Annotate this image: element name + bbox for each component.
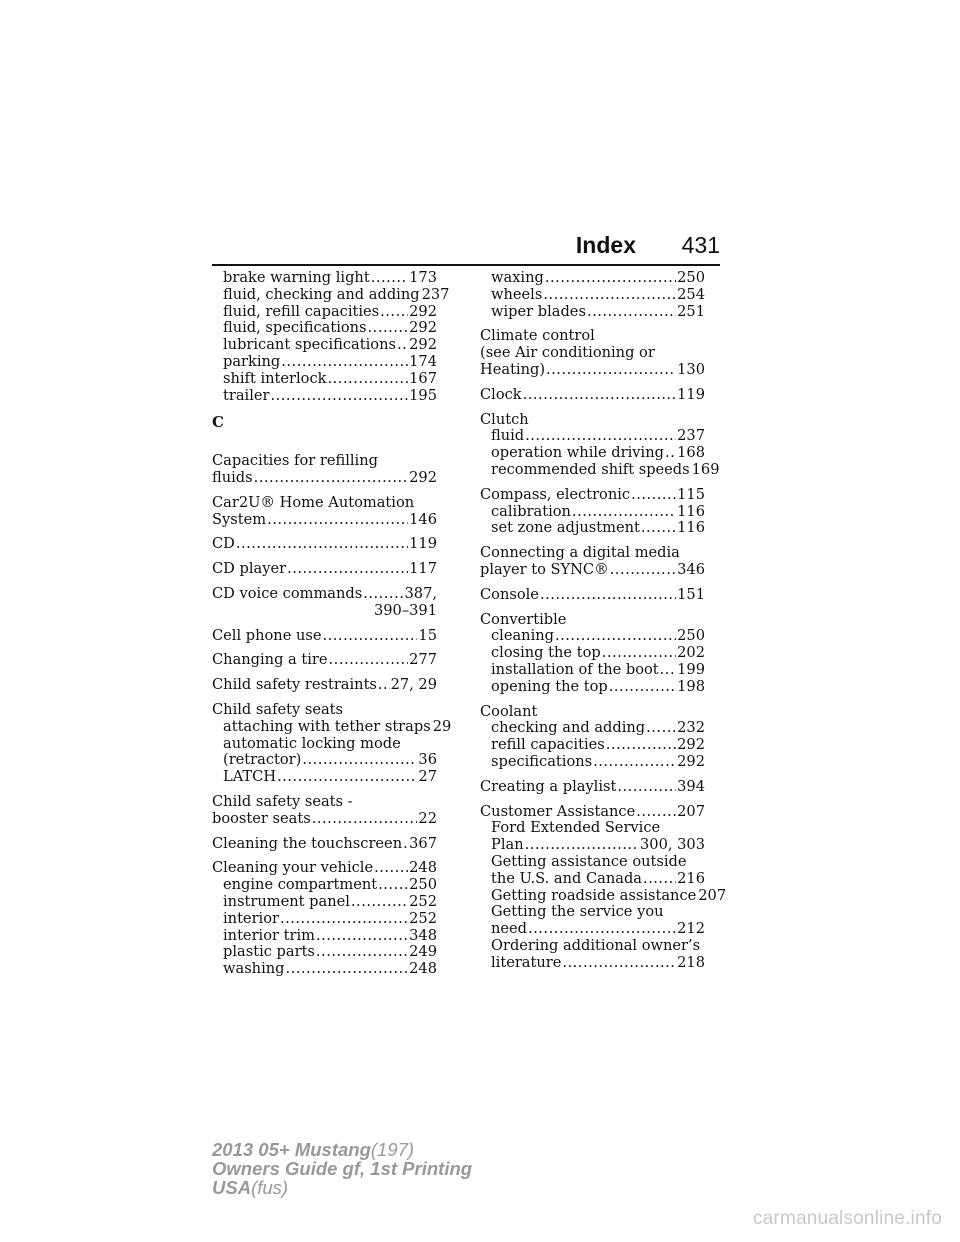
page-reference: 36 [418,751,437,769]
index-line [212,911,437,928]
index-term: interior [223,909,279,927]
index-line [212,752,437,769]
index-term-line: Child safety seats - [212,792,353,810]
page-reference: 119 [677,385,705,403]
page-reference: 237 [677,427,705,445]
index-subentry [212,285,450,304]
page-reference: 277 [409,651,437,669]
index-entry-customer-assistance [480,802,727,972]
index-term: Creating a playlist [480,777,617,795]
index-term: LATCH [223,768,277,786]
dot-leader [363,586,403,603]
page-reference: 300, 303 [640,836,705,854]
index-term: player to SYNC® [480,560,609,578]
index-subentry [212,304,437,321]
index-line [212,928,437,945]
dot-leader [646,720,676,737]
page-reference: 27 [418,768,437,786]
page-reference: 198 [677,677,705,695]
page-reference: 292 [409,302,437,320]
index-term: closing the top [491,644,601,662]
index-term-line: (see Air conditioning or [480,344,655,362]
index-term: calibration [491,502,571,520]
index-term-line: Getting assistance outside [491,852,687,870]
index-line [480,645,705,662]
dot-leader [312,811,418,828]
index-term: the U.S. and Canada [491,869,642,887]
page-number: 431 [681,232,720,258]
index-line [212,536,437,553]
page-reference: 237 [421,285,450,303]
index-term-line: Ford Extended Service [491,819,661,837]
dot-leader [643,871,676,888]
page-reference: 169 [691,460,720,478]
index-entry-child-seats [212,700,452,786]
index-line [480,304,705,321]
index-line [480,921,705,938]
page-reference: 174 [409,352,437,370]
index-term: fluid, refill capacities [223,302,380,320]
index-entry-cleaning-vehicle [212,860,437,978]
page-reference: 387, [404,584,437,602]
dot-leader [378,877,408,894]
dot-leader [546,362,676,379]
index-entry-climate-control [480,328,705,378]
page-reference: 22 [418,809,437,827]
index-term: Cleaning the touchscreen [212,834,403,852]
footer-market: USA [212,1177,252,1198]
index-line [480,460,720,479]
page-reference: 367 [409,834,437,852]
index-line [212,652,437,669]
index-line [480,287,705,304]
index-line [480,362,705,379]
page-reference: 146 [409,510,437,528]
index-term-line: Getting the service you [491,903,664,921]
dot-leader [351,894,408,911]
index-subentry [212,388,437,405]
index-line [212,961,437,978]
index-line [212,860,437,877]
index-line [480,520,705,537]
index-line [480,720,705,737]
index-term-line: Connecting a digital media [480,544,680,562]
page-reference: 232 [677,719,705,737]
index-term: System [212,510,267,528]
page-reference: 168 [677,444,705,462]
index-line [212,561,437,578]
index-term: Cleaning your vehicle [212,859,374,877]
index-column-left [212,269,452,986]
dot-leader [587,304,676,321]
index-entry-touchscreen [212,836,437,853]
index-entry-playlist [480,779,705,796]
index-term: refill capacities [491,736,605,754]
index-entry-car2u [212,495,437,529]
index-term: parking [223,352,281,370]
index-line [480,270,705,287]
page-reference: 348 [409,926,437,944]
index-line [480,428,705,445]
index-line [212,769,437,786]
dot-leader [593,754,676,771]
index-term: Console [480,585,539,603]
index-term: need [491,920,528,938]
index-line [480,955,705,972]
dot-leader [329,652,409,669]
index-term-line: Ordering additional owner’s [491,936,701,954]
dot-leader [236,536,408,553]
index-entry-clock [480,387,705,404]
page-reference: 119 [409,535,437,553]
index-entry-cd-voice-commands [212,586,437,620]
page-reference: 15 [418,626,437,644]
page-reference: 218 [677,953,705,971]
page-reference: 116 [677,502,705,520]
page-reference: 216 [677,869,705,887]
index-entry-cd [212,536,437,553]
index-entry-convertible [480,612,705,696]
dot-leader [316,944,408,961]
index-column-right [480,269,727,979]
index-term: Child safety restraints [212,676,377,694]
index-line [480,387,705,404]
index-entry-coolant [480,704,705,771]
dot-leader [610,562,676,579]
page-reference: 115 [677,485,705,503]
index-term: Getting roadside assistance [491,886,697,904]
index-term: fluid, checking and adding [223,285,420,303]
page-reference: 212 [677,920,705,938]
index-term: instrument panel [223,892,350,910]
section-letter: C [212,413,224,432]
dot-leader [403,836,408,853]
index-entry-cd-player [212,561,437,578]
index-line [480,628,705,645]
index-term: literature [491,953,562,971]
index-term: fluid [491,427,525,445]
index-term: Changing a tire [212,651,328,669]
index-term: Plan [491,836,524,854]
page-reference: 249 [409,943,437,961]
dot-leader [602,645,676,662]
page-reference: 250 [409,876,437,894]
index-line [480,562,705,579]
index-term: installation of the boot [491,660,659,678]
page-reference: 252 [409,909,437,927]
index-term: Compass, electronic [480,485,631,503]
index-subentry [212,320,437,337]
index-term-line: automatic locking mode [223,734,401,752]
index-term: attaching with tether straps [223,717,431,735]
dot-leader [371,270,408,287]
index-term: operation while driving [491,444,664,462]
dot-leader [665,445,676,462]
document-footer [212,1140,472,1197]
page-reference: 250 [677,269,705,286]
index-entry-cleaning-continued [480,270,705,320]
dot-leader [528,921,676,938]
index-term-line: Coolant [480,702,538,720]
page-title: Index [575,232,636,258]
index-term-line: Climate control [480,327,595,345]
dot-leader [572,504,676,521]
index-term: specifications [491,752,593,770]
dot-leader [540,587,676,604]
index-term: Heating) [480,360,546,378]
watermark: carmanualsonline.info [752,1208,942,1229]
index-term: interior trim [223,926,315,944]
page-reference-continued: 390–391 [373,601,437,619]
index-line [212,811,437,828]
index-line [480,737,705,754]
dot-leader [631,487,676,504]
index-line [480,445,705,462]
dot-leader [545,270,676,287]
index-entry-booster-seats [212,794,437,828]
page-reference: 252 [409,892,437,910]
index-line [212,470,437,487]
dot-leader [378,677,390,694]
dot-leader [277,769,417,786]
index-line [480,871,705,888]
index-term: Customer Assistance [480,802,636,820]
page-reference: 254 [677,285,705,303]
page-header [212,226,720,266]
page-reference: 207 [677,802,705,820]
index-term: Clock [480,385,522,403]
dot-leader [368,320,409,337]
dot-leader [660,662,676,679]
page-reference: 27, 29 [390,676,437,694]
index-line [480,754,705,771]
index-subentry [212,270,437,287]
index-line [212,894,437,911]
dot-leader [267,512,408,529]
index-term-line: Capacities for refilling [212,452,378,470]
dot-leader [525,837,639,854]
index-line [212,717,452,736]
index-line [480,504,705,521]
dot-leader [555,628,676,645]
dot-leader [302,752,417,769]
index-line [212,677,437,694]
page-reference: 29 [432,717,452,735]
index-term: brake warning light [223,269,370,286]
index-subentry [212,337,437,354]
index-line [480,837,705,854]
index-line [480,679,705,696]
index-entry-changing-tire [212,652,437,669]
index-subentry [212,371,437,388]
dot-leader [287,561,408,578]
dot-leader [323,628,418,645]
dot-leader [280,911,408,928]
index-term-line: Child safety seats [212,700,344,718]
dot-leader [271,388,409,405]
index-line [480,587,705,604]
index-term: shift interlock [223,369,327,387]
index-term: wiper blades [491,302,586,320]
page-reference: 292 [409,336,437,354]
dot-leader [327,371,408,388]
index-term: CD player [212,560,287,578]
index-line [480,662,705,679]
page-reference: 173 [409,269,437,286]
page-reference: 248 [409,960,437,978]
page-reference: 251 [677,302,705,320]
index-term: (retractor) [223,751,302,769]
dot-leader [254,470,409,487]
dot-leader [562,955,676,972]
dot-leader [543,287,676,304]
dot-leader [636,804,676,821]
index-term: fluid, specifications [223,319,367,337]
index-term: opening the top [491,677,608,695]
index-term-line: Car2U® Home Automation [212,493,415,511]
dot-leader [281,354,408,371]
index-line [212,628,437,645]
index-entry-compass [480,487,705,537]
index-line [480,804,705,821]
index-term: trailer [223,386,270,404]
index-entry-brake-continued [212,269,450,404]
footer-market-code: (fus) [251,1177,289,1198]
page-reference: 292 [677,752,705,770]
dot-leader [374,860,408,877]
page-reference: 130 [677,360,705,378]
index-term: wheels [491,285,543,303]
page-reference: 346 [677,560,705,578]
dot-leader [397,337,408,354]
dot-leader [525,428,676,445]
dot-leader [523,387,677,404]
index-entry-digital-media [480,545,705,579]
dot-leader [606,737,676,754]
index-term: plastic parts [223,943,315,961]
index-subentry [212,354,437,371]
page-reference: 292 [677,736,705,754]
index-line [212,944,437,961]
index-line [212,877,437,894]
index-term: washing [223,960,285,978]
dot-leader [617,779,676,796]
index-entry-cell-phone [212,628,437,645]
dot-leader [380,304,408,321]
page-reference: 292 [409,319,437,337]
page-reference: 248 [409,859,437,877]
index-term: CD voice commands [212,584,363,602]
index-entry-console [480,587,705,604]
page-reference: 116 [677,519,705,537]
footer-model: 2013 05+ Mustang [212,1139,371,1160]
page-reference: 151 [677,585,705,603]
index-line [480,487,705,504]
dot-leader [316,928,408,945]
index-line [480,886,727,905]
index-entry-capacities [212,453,437,487]
page-reference: 117 [409,560,437,578]
page-reference: 202 [677,644,705,662]
page-reference: 207 [698,886,727,904]
index-term: CD [212,535,235,553]
index-term: Cell phone use [212,626,322,644]
index-term-line: Clutch [480,410,529,428]
index-entry-child-restraints [212,677,437,694]
page-reference: 195 [409,386,437,404]
index-line [480,779,705,796]
index-term: engine compartment [223,876,378,894]
footer-guide-edition: Owners Guide gf, 1st Printing [212,1158,473,1179]
index-line [212,836,437,853]
page-reference: 292 [409,468,437,486]
index-term: waxing [491,269,544,286]
index-term: fluids [212,468,253,486]
page-reference: 199 [677,660,705,678]
index-line [212,512,437,529]
index-term: booster seats [212,809,311,827]
index-line [212,586,437,603]
index-term: checking and adding [491,719,646,737]
page-reference: 250 [677,627,705,645]
index-term: lubricant specifications [223,336,396,354]
dot-leader [641,520,676,537]
dot-leader [286,961,409,978]
index-term: cleaning [491,627,554,645]
page-reference: 394 [677,777,705,795]
index-term: set zone adjustment [491,519,640,537]
index-term-line: Convertible [480,610,567,628]
index-entry-clutch [480,410,720,479]
index-term: recommended shift speeds [491,460,690,478]
dot-leader [609,679,676,696]
footer-model-code: (197) [370,1139,415,1160]
page-reference: 167 [409,369,437,387]
